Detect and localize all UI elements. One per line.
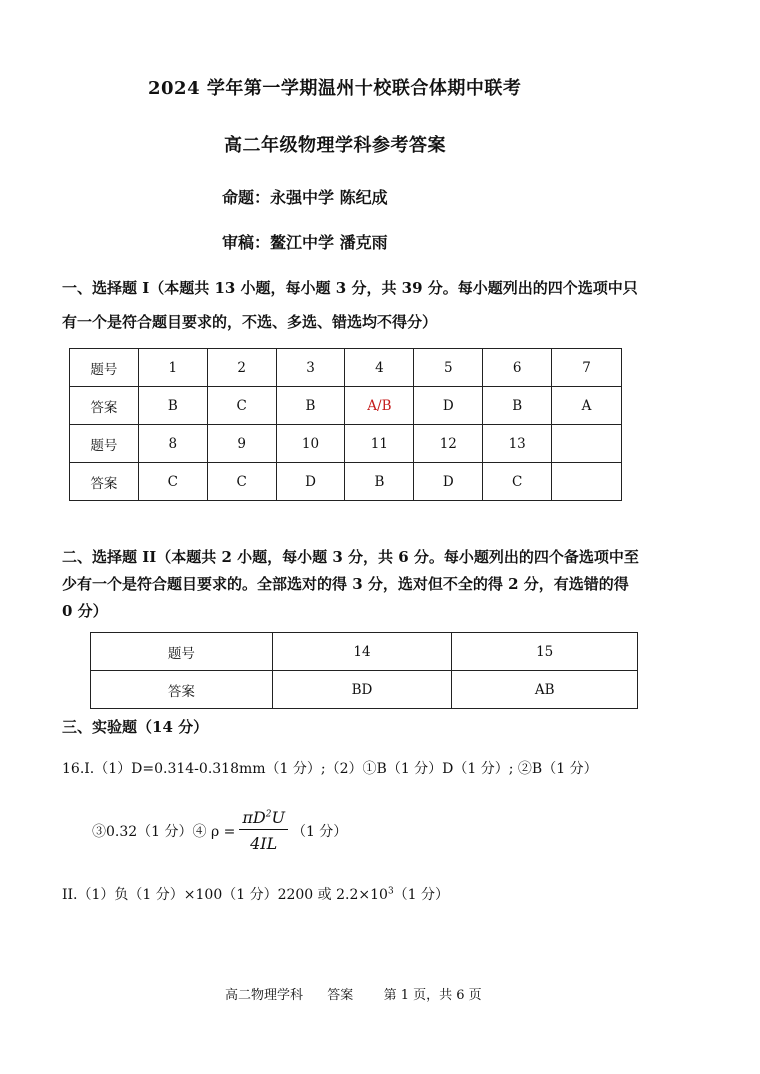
answer-cell: C <box>483 463 552 501</box>
formula-suffix: （1 分） <box>291 823 348 840</box>
part2-text: II.（1）负（1 分）×100（1 分）2200 或 2.2×10 <box>62 887 388 903</box>
question-number: 7 <box>552 349 622 387</box>
question-number: 6 <box>483 349 552 387</box>
formula-num-exponent: 2 <box>265 809 272 820</box>
formula-numerator <box>239 808 288 830</box>
table-row <box>91 671 638 709</box>
question-number: 4 <box>345 349 414 387</box>
row-label-answer: 答案 <box>70 463 139 501</box>
resistivity-formula <box>239 808 288 853</box>
section1-instructions-line1: 一、选择题 I（本题共 13 小题，每小题 3 分，共 39 分。每小题列出的四个选项中只 <box>62 279 638 297</box>
answer-cell-highlighted: A/B <box>345 387 414 425</box>
question-number: 3 <box>276 349 345 387</box>
answer-cell: B <box>345 463 414 501</box>
question-number: 12 <box>414 425 483 463</box>
formula-num-tail: U <box>271 808 285 827</box>
section3-heading: 三、实验题（14 分） <box>62 718 209 736</box>
section2-instructions-line2: 少有一个是符合题目要求的。全部选对的得 3 分，选对但不全的得 2 分，有选错的得 <box>62 575 629 593</box>
footer-subject: 高二物理学科 <box>225 988 304 1003</box>
table-row <box>70 425 622 463</box>
question-number: 11 <box>345 425 414 463</box>
answer-cell <box>552 463 622 501</box>
row-label-answer: 答案 <box>70 387 139 425</box>
answer-16-formula-line <box>92 808 347 853</box>
section1-instructions-line2: 有一个是符合题目要求的，不选、多选、错选均不得分） <box>62 313 438 331</box>
answer-16-part1-line: 16.I.（1）D=0.314-0.318mm（1 分）;（2）①B（1 分）D（1 分）; ②B（1 分） <box>62 761 598 777</box>
section2-answer-table <box>90 632 638 709</box>
answer-cell: C <box>207 463 276 501</box>
author-line: 命题：永强中学 陈纪成 <box>222 188 388 207</box>
question-number: 14 <box>272 633 452 671</box>
table-row <box>91 633 638 671</box>
row-label-answer: 答案 <box>91 671 273 709</box>
formula-denominator: 4IL <box>250 834 278 853</box>
section2-instructions-line3: 0 分） <box>62 602 108 620</box>
answer-cell: D <box>276 463 345 501</box>
table-row <box>70 387 622 425</box>
question-number: 1 <box>138 349 207 387</box>
formula-num-main: πD <box>242 808 266 827</box>
part2-exponent: 3 <box>387 886 394 897</box>
reviewer-line: 审稿：鳌江中学 潘克雨 <box>222 233 388 252</box>
section1-answer-table <box>69 348 622 501</box>
footer-label: 答案 <box>327 988 354 1003</box>
question-number: 2 <box>207 349 276 387</box>
answer-cell: D <box>414 463 483 501</box>
answer-cell: B <box>276 387 345 425</box>
question-number: 8 <box>138 425 207 463</box>
table-row <box>70 463 622 501</box>
row-label-question: 题号 <box>70 349 139 387</box>
answer-cell: C <box>207 387 276 425</box>
exam-title: 2024 学年第一学期温州十校联合体期中联考 <box>148 78 522 99</box>
row-label-question: 题号 <box>91 633 273 671</box>
footer-page-number: 第 1 页，共 6 页 <box>383 988 482 1003</box>
answer-cell: B <box>138 387 207 425</box>
section2-instructions-line1: 二、选择题 II（本题共 2 小题，每小题 3 分，共 6 分。每小题列出的四个备选项中至 <box>62 548 639 566</box>
question-number: 13 <box>483 425 552 463</box>
answer-cell: B <box>483 387 552 425</box>
question-number: 10 <box>276 425 345 463</box>
question-number: 9 <box>207 425 276 463</box>
answer-cell: A <box>552 387 622 425</box>
table-row <box>70 349 622 387</box>
answer-cell: C <box>138 463 207 501</box>
formula-prefix: ③0.32（1 分）④ ρ = <box>92 823 236 840</box>
page-footer <box>225 984 482 1003</box>
answer-key-subtitle: 高二年级物理学科参考答案 <box>224 135 446 156</box>
row-label-question: 题号 <box>70 425 139 463</box>
question-number: 5 <box>414 349 483 387</box>
part2-suffix: （1 分） <box>393 887 450 903</box>
answer-16-part2-line <box>62 884 449 904</box>
answer-cell: BD <box>272 671 452 709</box>
answer-cell: D <box>414 387 483 425</box>
question-number: 15 <box>452 633 638 671</box>
answer-cell: AB <box>452 671 638 709</box>
question-number <box>552 425 622 463</box>
